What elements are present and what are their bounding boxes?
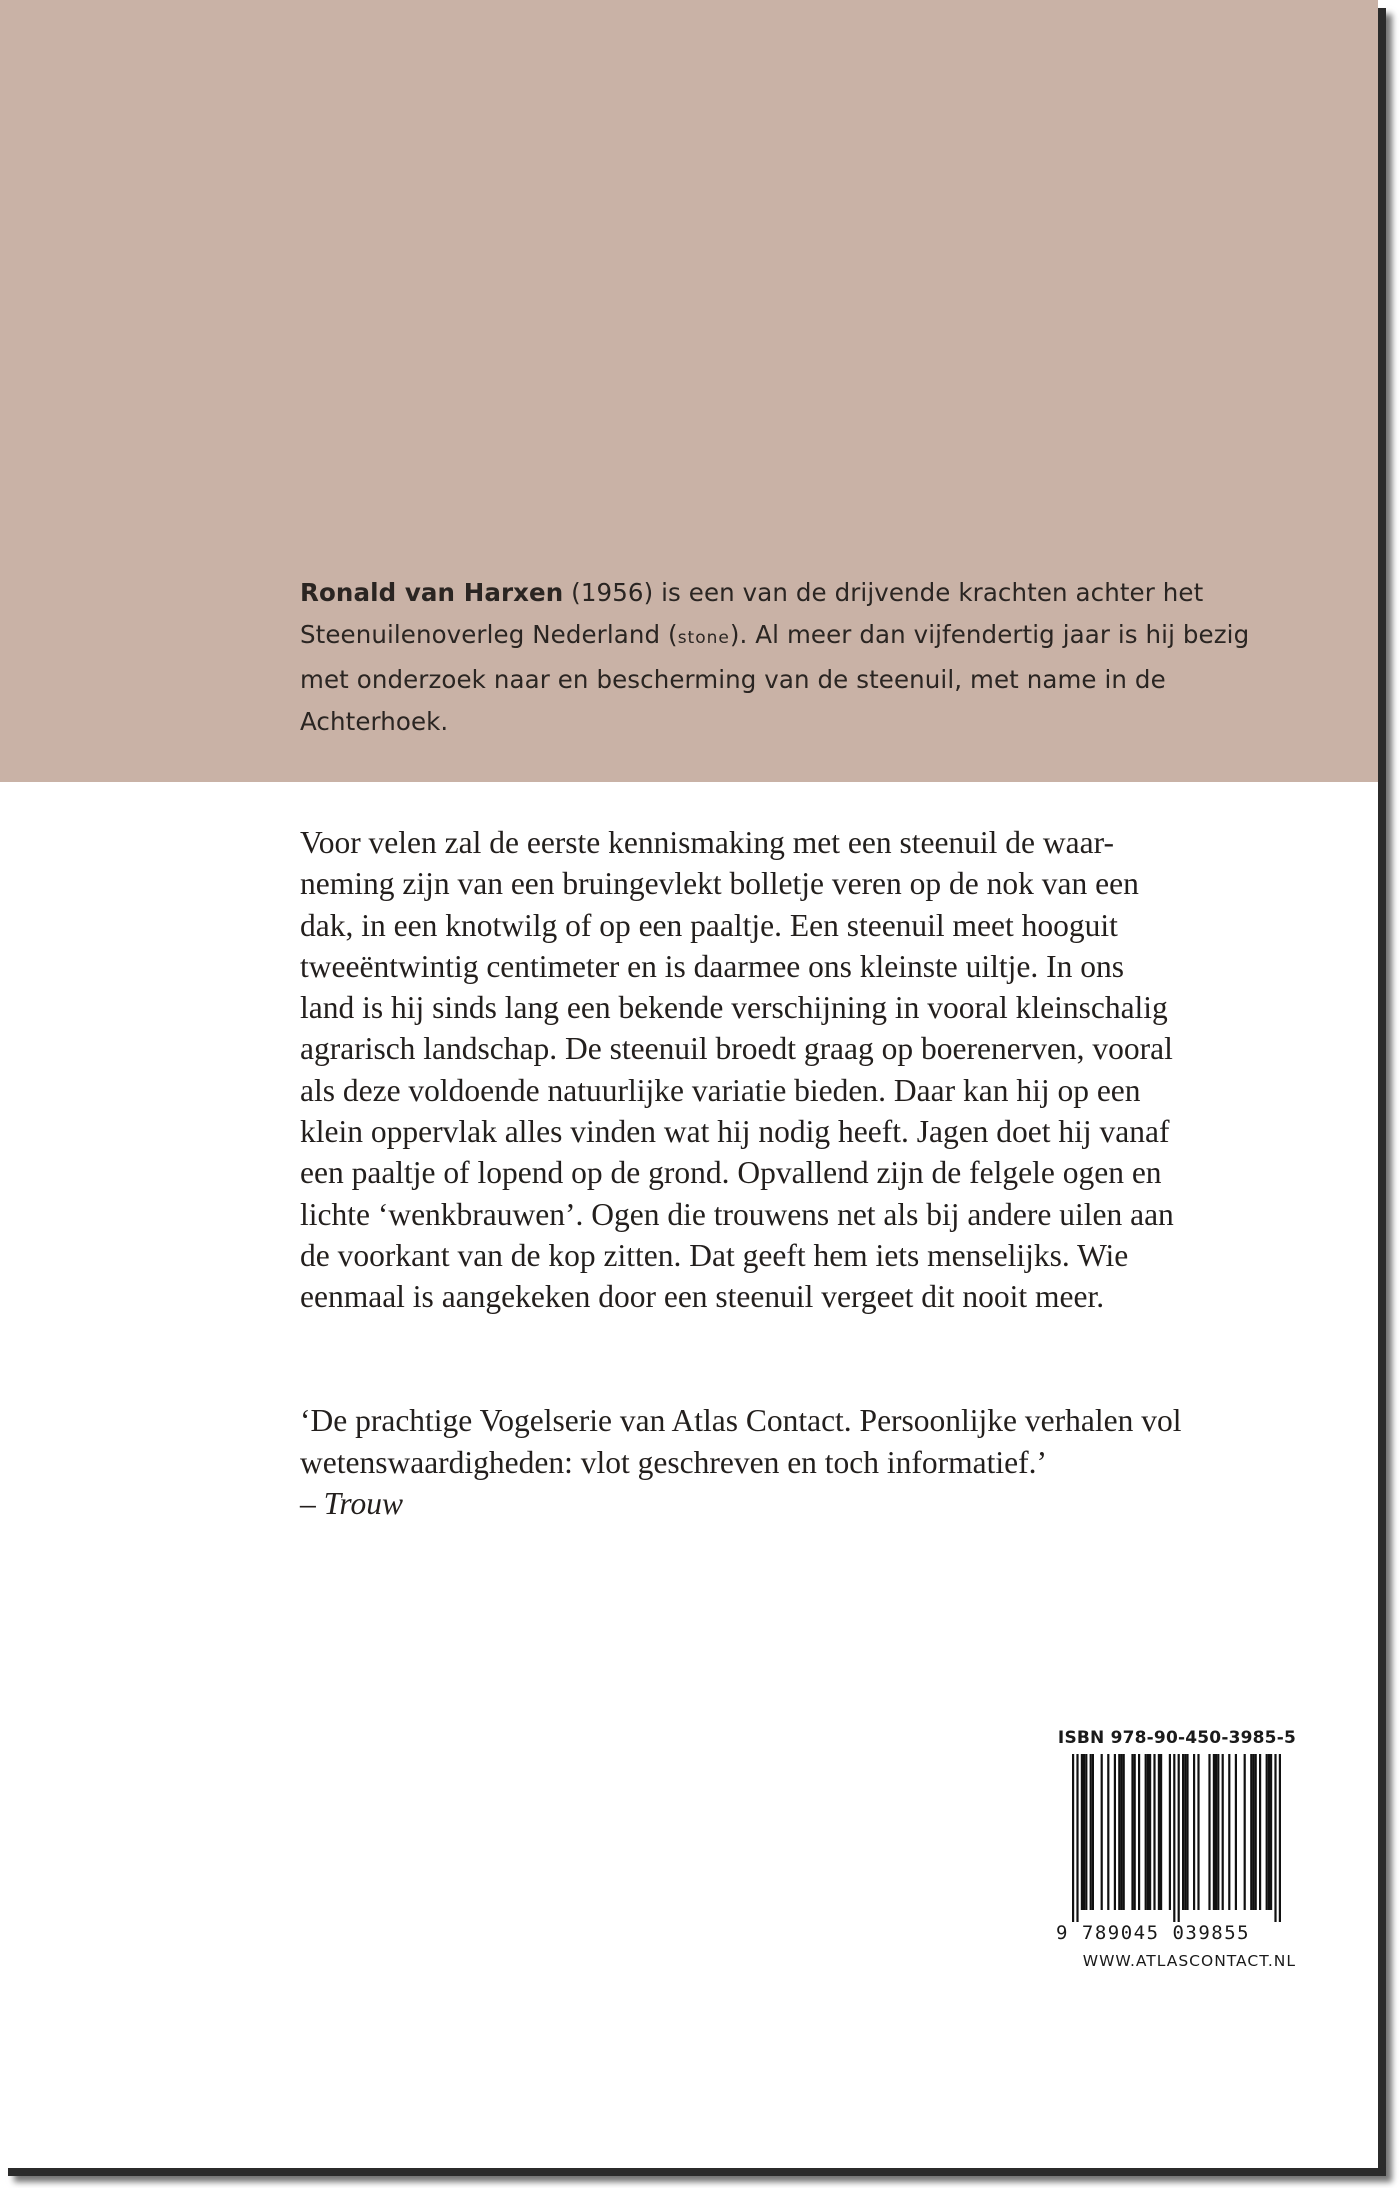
- barcode-bar: [1208, 1754, 1210, 1910]
- barcode-bar: [1090, 1754, 1092, 1910]
- barcode-bar: [1085, 1754, 1087, 1910]
- author-bio: [300, 572, 1250, 743]
- barcode-bar: [1118, 1754, 1120, 1910]
- author-bio-text: ). Al meer dan vijfendertig jaar is hij bezig: [729, 620, 1250, 649]
- barcode-bar: [1266, 1754, 1268, 1910]
- barcode-bar: [1222, 1754, 1224, 1910]
- barcode-bar: [1259, 1754, 1261, 1910]
- barcode-bar: [1182, 1754, 1184, 1910]
- barcode-bars: [1056, 1754, 1296, 1922]
- blurb-line: dak, in een knotwilg of op een paaltje. Een steenuil meet hooguit: [300, 907, 1118, 943]
- barcode-bar: [1114, 1754, 1116, 1910]
- review-quote-line: wetenswaardigheden: vlot geschreven en toch informatief.’: [300, 1444, 1047, 1480]
- barcode-bar: [1178, 1754, 1180, 1922]
- blurb-line: de voorkant van de kop zitten. Dat geeft hem iets menselijks. Wie: [300, 1237, 1129, 1273]
- barcode-bar: [1149, 1754, 1151, 1910]
- barcode-bar: [1217, 1754, 1219, 1910]
- barcode-bar: [1186, 1754, 1188, 1910]
- review-source: Trouw: [323, 1486, 404, 1521]
- barcode-bar: [1101, 1754, 1103, 1910]
- barcode-bar: [1147, 1754, 1149, 1910]
- barcode-bar: [1279, 1754, 1281, 1922]
- blurb-line: eenmaal is aangekeken door een steenuil vergeet dit nooit meer.: [300, 1279, 1105, 1315]
- attribution-dash: –: [300, 1486, 324, 1521]
- blurb-line: Voor velen zal de eerste kennismaking met een steenuil de waar-: [300, 825, 1114, 860]
- blurb-line: lichte ‘wenkbrauwen’. Ogen die trouwens net als bij andere uilen aan: [300, 1196, 1174, 1232]
- barcode-bar: [1169, 1754, 1171, 1910]
- barcode-bar: [1250, 1754, 1252, 1910]
- barcode-bar: [1215, 1754, 1217, 1910]
- author-name: Ronald van Harxen: [300, 578, 564, 607]
- organization-abbreviation: stone: [677, 628, 730, 648]
- barcode-bar: [1134, 1754, 1136, 1910]
- author-bio-line: [300, 614, 1250, 659]
- barcode-bar: [1153, 1754, 1155, 1910]
- barcode-bar: [1120, 1754, 1122, 1910]
- blurb-line: neming zijn van een bruingevlekt bolletje veren op de nok van een: [300, 866, 1139, 902]
- author-bio-text: Steenuilenoverleg Nederland (: [300, 620, 678, 649]
- barcode-bar: [1081, 1754, 1083, 1910]
- blurb-line: een paaltje of lopend op de grond. Opvallend zijn de felgele ogen en: [300, 1155, 1162, 1191]
- review-quote: [300, 1400, 1260, 1525]
- author-bio-line: Achterhoek.: [300, 707, 449, 736]
- barcode-bar: [1076, 1754, 1078, 1922]
- publisher-website: WWW.ATLASCONTACT.NL: [1082, 1952, 1296, 1970]
- barcode-bar: [1173, 1754, 1175, 1922]
- barcode-bar: [1131, 1754, 1133, 1910]
- barcode-bar: [1160, 1754, 1162, 1910]
- barcode-digits: 9 789045 039855: [1056, 1922, 1251, 1944]
- barcode-bar: [1083, 1754, 1085, 1910]
- isbn-label: ISBN 978-90-450-3985-5: [1057, 1728, 1296, 1748]
- barcode-bar: [1274, 1754, 1276, 1922]
- book-blurb: [300, 822, 1260, 1318]
- barcode-bar: [1255, 1754, 1257, 1910]
- barcode-bar: [1268, 1754, 1270, 1910]
- barcode-bar: [1184, 1754, 1186, 1910]
- author-bio-line: met onderzoek naar en bescherming van de steenuil, met name in de: [300, 665, 1166, 694]
- barcode-bar: [1213, 1754, 1215, 1910]
- barcode-bar: [1158, 1754, 1160, 1910]
- blurb-line: als deze voldoende natuurlijke variatie bieden. Daar kan hij op een: [300, 1072, 1141, 1108]
- blurb-line: land is hij sinds lang een bekende verschijning in vooral kleinschalig: [300, 990, 1168, 1026]
- blurb-line: agrarisch landschap. De steenuil broedt graag op boerenerven, vooral: [300, 1031, 1173, 1067]
- review-attribution: [300, 1483, 1260, 1525]
- author-bio-text: (1956) is een van de drijvende krachten achter het: [563, 578, 1204, 607]
- barcode-bar: [1193, 1754, 1195, 1910]
- barcode-bar: [1072, 1754, 1074, 1922]
- barcode-bar: [1252, 1754, 1254, 1910]
- barcode-bar: [1145, 1754, 1147, 1910]
- barcode-bar: [1107, 1754, 1109, 1910]
- barcode-bar: [1138, 1754, 1140, 1910]
- barcode-bar: [1235, 1754, 1237, 1910]
- barcode: [1056, 1754, 1296, 1944]
- barcode-block: [1056, 1728, 1296, 1970]
- blurb-line: tweeëntwintig centimeter en is daarmee ons kleinste uiltje. In ons: [300, 948, 1124, 984]
- barcode-bar: [1244, 1754, 1246, 1910]
- barcode-bar: [1092, 1754, 1094, 1910]
- blurb-line: klein oppervlak alles vinden wat hij nodig heeft. Jagen doet hij vanaf: [300, 1114, 1170, 1150]
- barcode-bar: [1123, 1754, 1125, 1910]
- barcode-bar: [1270, 1754, 1272, 1910]
- review-quote-line: ‘De prachtige Vogelserie van Atlas Contact. Persoonlijke verhalen vol: [300, 1403, 1182, 1438]
- barcode-bar: [1228, 1754, 1230, 1910]
- barcode-bar: [1197, 1754, 1199, 1910]
- author-bio-line: [300, 572, 1204, 614]
